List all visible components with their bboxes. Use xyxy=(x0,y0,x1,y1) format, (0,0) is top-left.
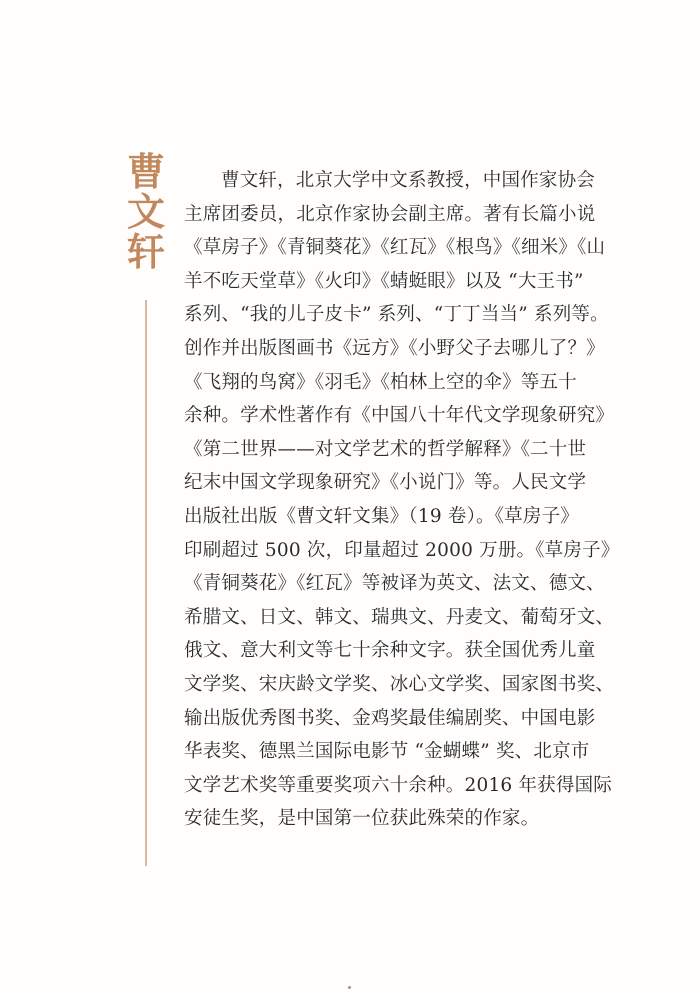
bio-line: 《飞翔的鸟窝》《羽毛》《柏林上空的伞》等五十 xyxy=(184,371,577,393)
bio-line: 俄文、意大利文等七十余种文字。获全国优秀儿童 xyxy=(184,640,596,662)
bio-line: 希腊文、日文、韩文、瑞典文、丹麦文、葡萄牙文、 xyxy=(184,606,615,628)
bio-line: 文学艺术奖等重要奖项六十余种。2016 年获得国际 xyxy=(184,774,612,796)
author-name-char: 曹 xyxy=(126,149,165,194)
bio-line: 华表奖、德黑兰国际电影节 “金蝴蝶” 奖、北京市 xyxy=(184,741,590,763)
author-name-char: 文 xyxy=(126,189,165,234)
bio-line: 余种。学术性著作有《中国八十年代文学现象研究》 xyxy=(184,405,615,427)
bio-line: 主席团委员，北京作家协会副主席。著有长篇小说 xyxy=(184,203,596,225)
vertical-accent-rule xyxy=(145,300,147,866)
bio-line: 《青铜葵花》《红瓦》等被译为英文、法文、德文、 xyxy=(184,573,605,595)
bio-line: 曹文轩，北京大学中文系教授，中国作家协会 xyxy=(221,170,596,191)
bio-line: 纪末中国文学现象研究》《小说门》等。人民文学 xyxy=(184,472,587,494)
author-name-vertical xyxy=(124,149,168,274)
page-footer-mark xyxy=(348,986,351,989)
bio-line: 《草房子》《青铜葵花》《红瓦》《根鸟》《细米》《山 xyxy=(184,237,606,259)
bio-line: 系列、“我的儿子皮卡” 系列、“丁丁当当” 系列等。 xyxy=(184,304,609,326)
bio-line: 创作并出版图画书《远方》《小野父子去哪儿了？》 xyxy=(184,337,605,359)
bio-line: 出版社出版《曹文轩文集》（19 卷）。《草房子》 xyxy=(184,505,579,527)
bio-line: 文学奖、宋庆龄文学奖、冰心文学奖、国家图书奖、 xyxy=(184,673,615,695)
bio-line: 《第二世界——对文学艺术的哲学解释》《二十世 xyxy=(184,438,587,460)
bio-line: 输出版优秀图书奖、金鸡奖最佳编剧奖、中国电影 xyxy=(184,707,596,729)
bio-line: 安徒生奖，是中国第一位获此殊荣的作家。 xyxy=(184,808,540,830)
bio-line: 羊不吃天堂草》《火印》《蜻蜓眼》以及 “大王书” xyxy=(184,270,584,292)
bio-line: 印刷超过 500 次，印量超过 2000 万册。《草房子》 xyxy=(184,539,620,561)
author-name-char: 轩 xyxy=(126,229,165,274)
author-biography xyxy=(184,164,620,836)
